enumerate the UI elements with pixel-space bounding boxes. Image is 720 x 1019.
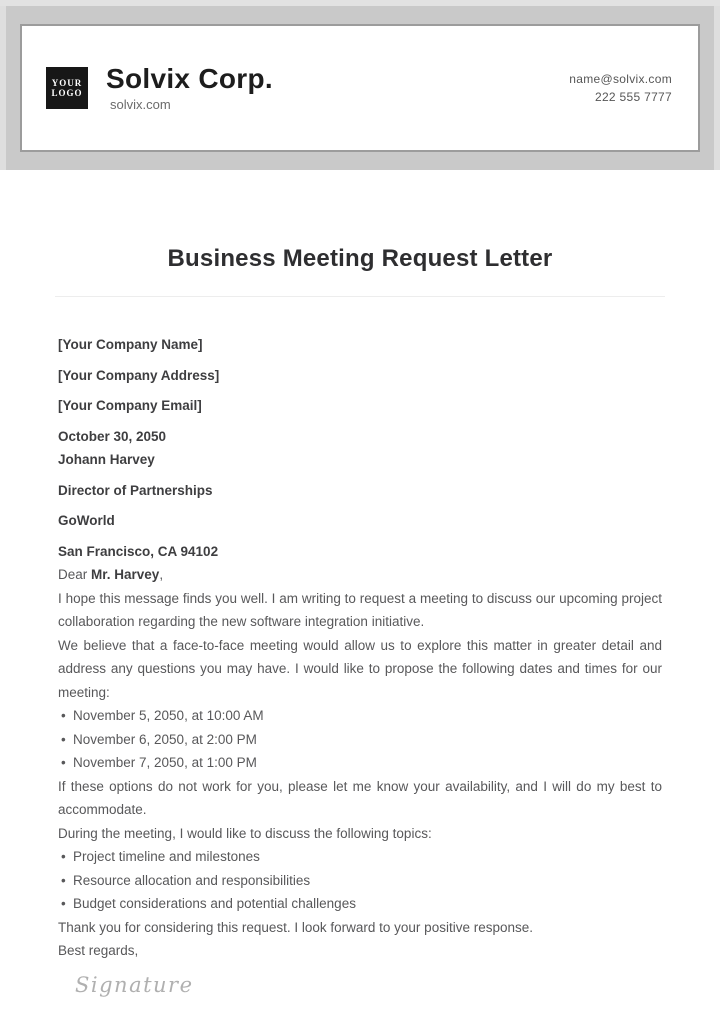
sender-block xyxy=(58,333,662,418)
topic-item: • Resource allocation and responsibilities xyxy=(58,869,662,893)
paragraph-availability: If these options do not work for you, please let me know your availability, and I will do my best to accommodate. xyxy=(58,778,662,817)
letter-content xyxy=(58,333,662,997)
salutation-suffix: , xyxy=(159,567,164,582)
sender-line: [Your Company Email] xyxy=(58,398,202,413)
company-logo xyxy=(46,67,88,109)
signature-script: Signature xyxy=(75,972,194,997)
paragraph-thanks: Thank you for considering this request. I look forward to your positive response. xyxy=(58,919,533,935)
topic-item: • Budget considerations and potential challenges xyxy=(58,892,662,916)
paragraph-topics-intro: During the meeting, I would like to discuss the following topics: xyxy=(58,825,432,841)
topic-item: • Project timeline and milestones xyxy=(58,845,662,869)
company-website: solvix.com xyxy=(110,97,171,112)
recipient-city: San Francisco, CA 94102 xyxy=(58,543,219,559)
letter-body xyxy=(0,244,720,997)
salutation-prefix: Dear xyxy=(58,567,92,582)
sender-line: [Your Company Name] xyxy=(58,337,203,352)
recipient-title: Director of Partnerships xyxy=(58,482,213,498)
meeting-option: • November 5, 2050, at 10:00 AM xyxy=(58,704,662,728)
brand-block xyxy=(46,64,273,112)
logo-text-line2: LOGO xyxy=(51,88,83,98)
salutation xyxy=(58,563,662,587)
page-title: Business Meeting Request Letter xyxy=(167,245,553,272)
meeting-option: • November 7, 2050, at 1:00 PM xyxy=(58,751,662,775)
paragraph-proposal: We believe that a face-to-face meeting would allow us to explore this matter in greater detail and address any questions you may have. I would like to propose the following dates and times for our meeting: xyxy=(58,637,662,700)
paragraph-intro: I hope this message finds you well. I am writing to request a meeting to discuss our upcoming project collaboration regarding the new software integration initiative. xyxy=(58,590,662,629)
contact-block xyxy=(569,70,672,106)
company-name: Solvix Corp. xyxy=(106,63,273,94)
meeting-options-list xyxy=(58,704,662,775)
contact-email: name@solvix.com xyxy=(569,72,672,86)
letter-date: October 30, 2050 xyxy=(58,428,167,444)
recipient-company: GoWorld xyxy=(58,513,115,528)
recipient-name: Johann Harvey xyxy=(58,452,155,467)
logo-text-line1: YOUR xyxy=(51,78,83,88)
contact-phone: 222 555 7777 xyxy=(594,90,672,104)
closing: Best regards, xyxy=(58,943,139,958)
salutation-name: Mr. Harvey xyxy=(91,567,160,582)
title-divider xyxy=(55,296,665,297)
letterhead-band xyxy=(0,0,720,170)
meeting-option: • November 6, 2050, at 2:00 PM xyxy=(58,728,662,752)
company-identity xyxy=(106,64,273,112)
topics-list xyxy=(58,845,662,916)
letterhead-card xyxy=(20,24,700,152)
sender-line: [Your Company Address] xyxy=(58,367,220,383)
